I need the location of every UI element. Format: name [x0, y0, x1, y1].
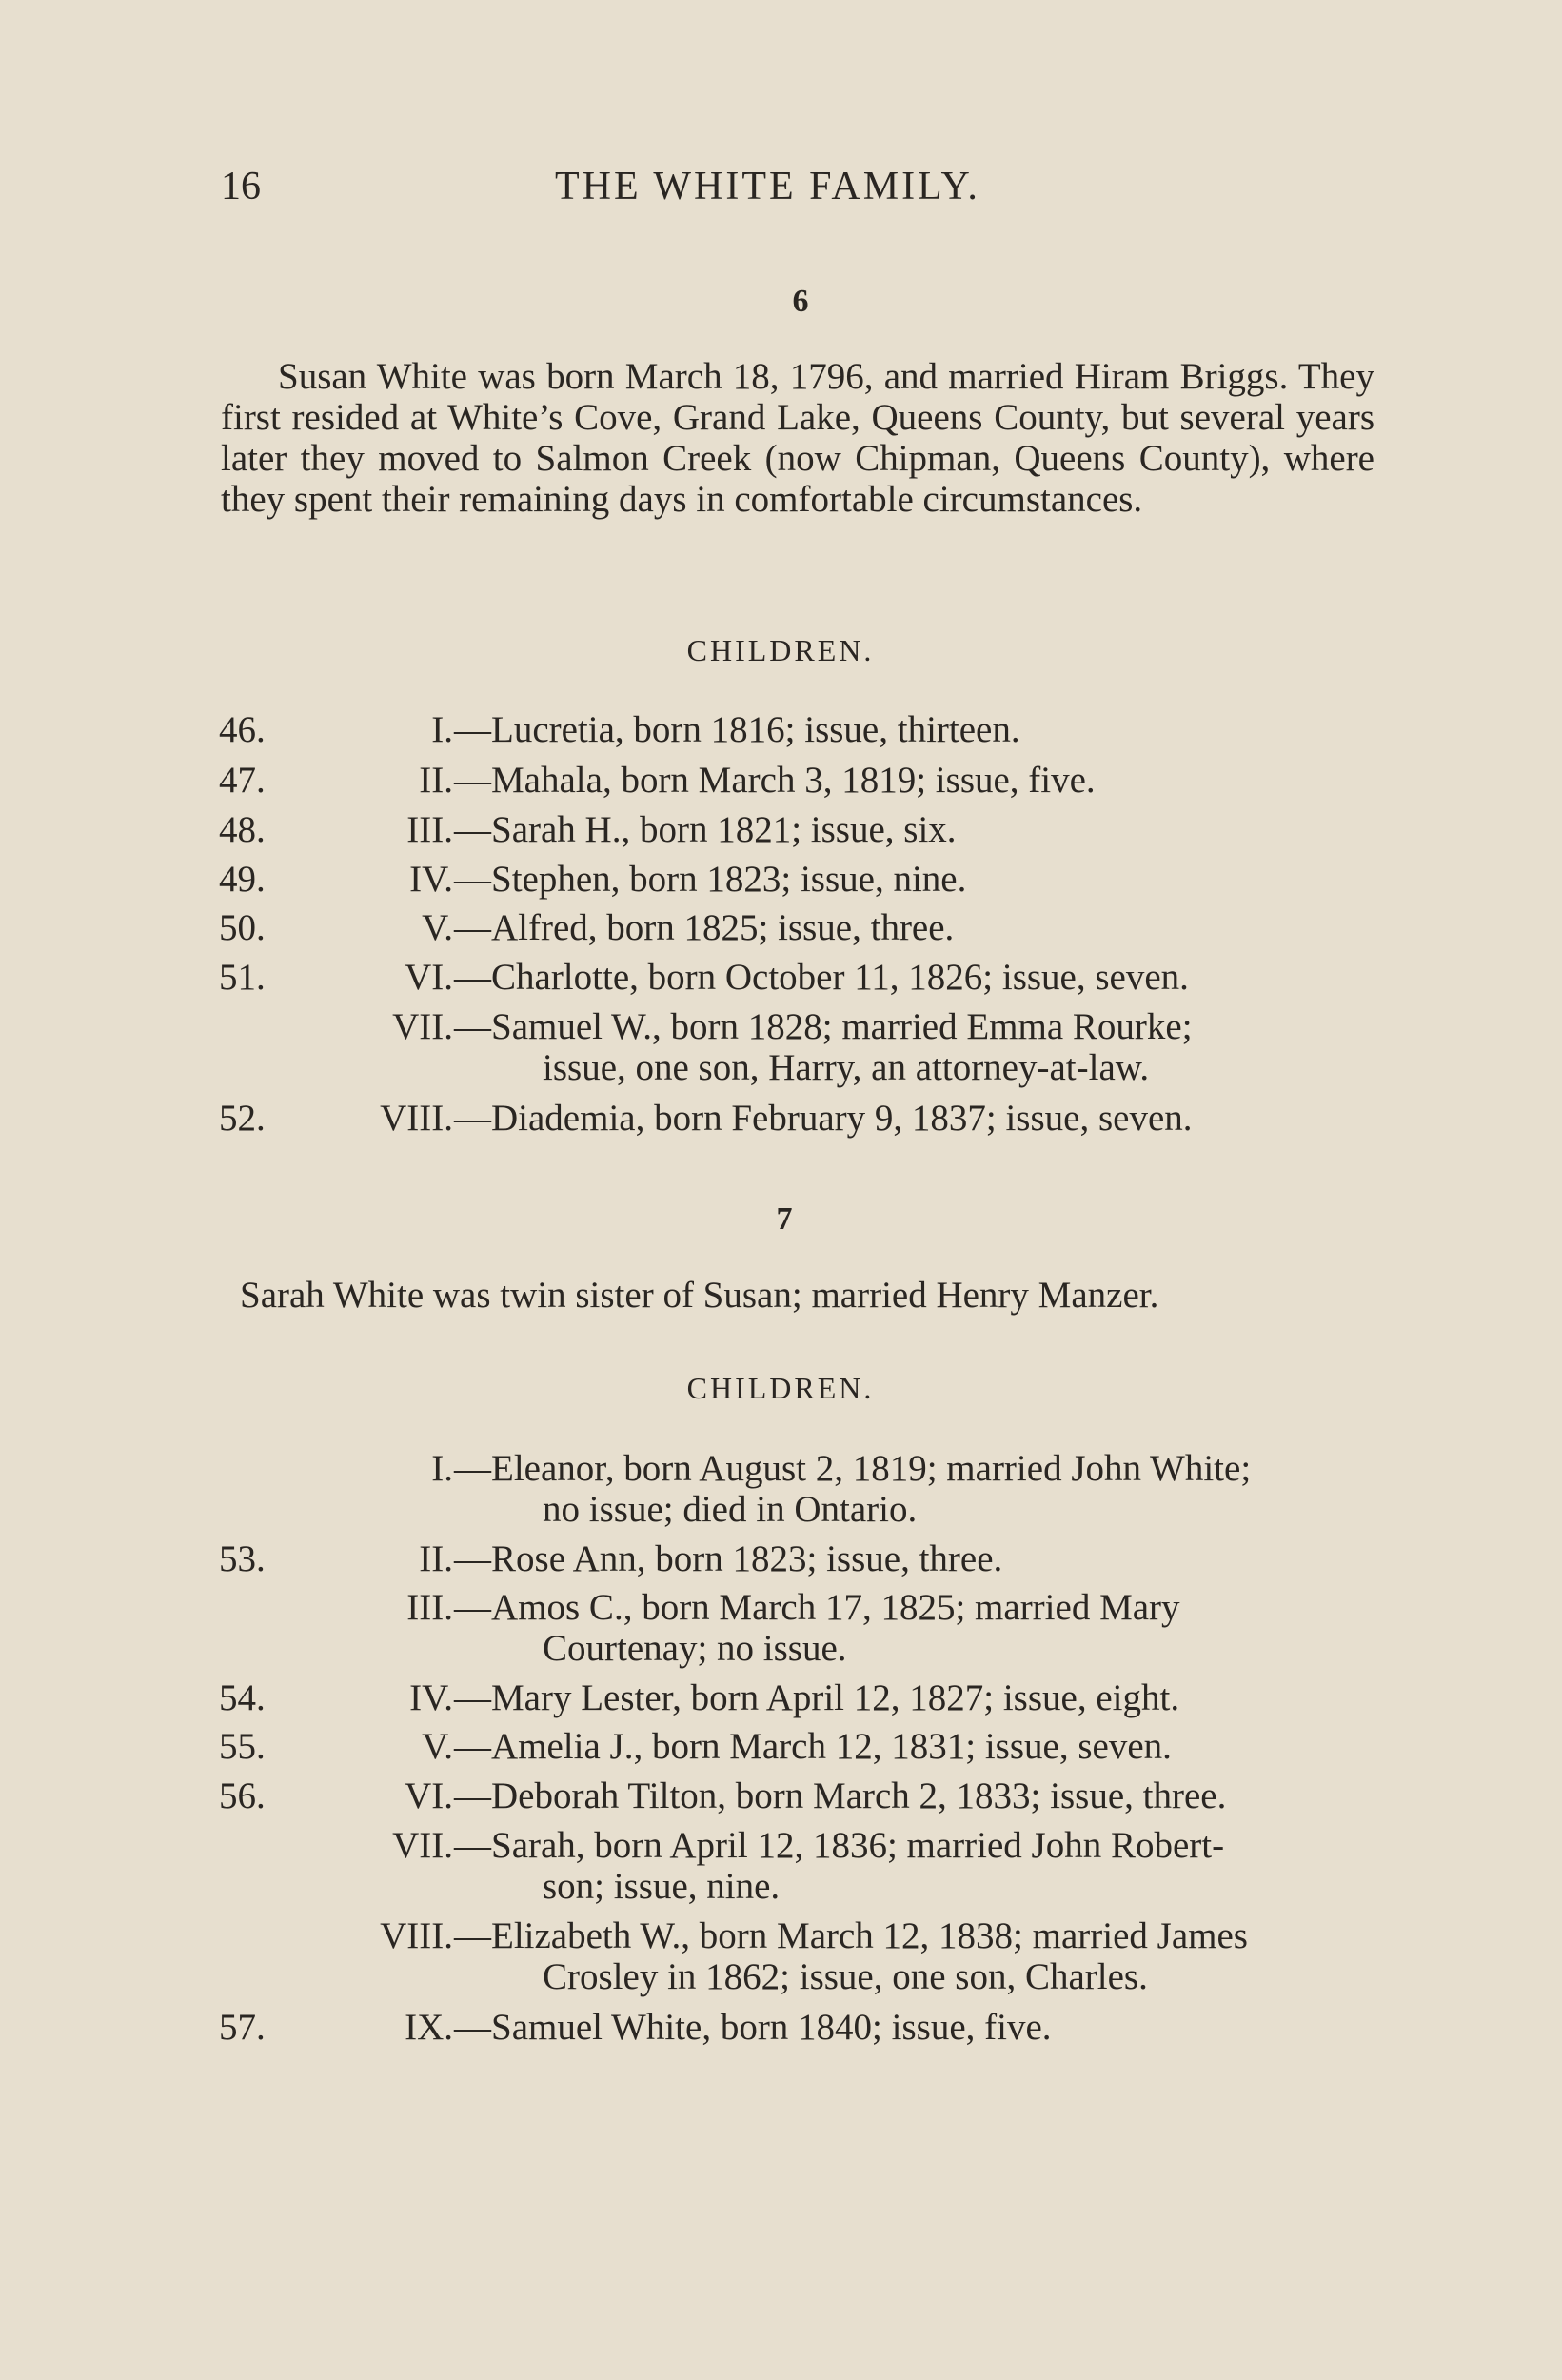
entry-roman-numeral: I. [431, 709, 453, 750]
entry-continuation: Crosley in 1862; issue, one son, Charles. [543, 1956, 1148, 1997]
entry-text: —Eleanor, born August 2, 1819; married John White; [454, 1448, 1252, 1489]
entry-text: —Mary Lester, born April 12, 1827; issue, eight. [454, 1677, 1180, 1718]
entry-roman-numeral: VIII. [380, 1098, 453, 1139]
entry-text: —Lucretia, born 1816; issue, thirteen. [454, 709, 1020, 750]
entry-index: 47. [219, 760, 266, 801]
entry-continuation: Courtenay; no issue. [543, 1628, 847, 1669]
entry-text: —Samuel W., born 1828; married Emma Rourke; [454, 1006, 1193, 1047]
entry-text: —Amos C., born March 17, 1825; married Mary [454, 1587, 1180, 1628]
entry-roman-numeral: I. [431, 1448, 453, 1489]
children-heading-7: CHILDREN. [686, 1371, 875, 1405]
entry-index: 51. [219, 957, 266, 998]
entry-roman-numeral: IV. [409, 859, 453, 900]
entry-text: —Deborah Tilton, born March 2, 1833; issue, three. [454, 1775, 1227, 1816]
entry-text: —Mahala, born March 3, 1819; issue, five. [454, 760, 1096, 801]
section-number-6: 6 [792, 284, 809, 319]
entry-text: —Diademia, born February 9, 1837; issue, seven. [454, 1098, 1193, 1139]
entry-roman-numeral: V. [422, 1726, 453, 1767]
entry-text: —Amelia J., born March 12, 1831; issue, seven. [454, 1726, 1172, 1767]
entry-roman-numeral: IX. [405, 2007, 453, 2048]
entry-index: 54. [219, 1677, 266, 1718]
page-number: 16 [221, 165, 261, 208]
entry-continuation: son; issue, nine. [543, 1866, 781, 1907]
entry-text: —Sarah, born April 12, 1836; married John Robert- [454, 1825, 1225, 1866]
entry-text: —Charlotte, born October 11, 1826; issue, seven. [454, 957, 1189, 998]
entry-text: —Alfred, born 1825; issue, three. [454, 907, 955, 948]
section-7-paragraph: Sarah White was twin sister of Susan; married Henry Manzer. [240, 1275, 1159, 1316]
entry-index: 55. [219, 1726, 266, 1767]
section-number-7: 7 [776, 1201, 793, 1237]
entry-index: 52. [219, 1098, 266, 1139]
entry-index: 49. [219, 859, 266, 900]
children-heading-6: CHILDREN. [686, 633, 875, 667]
entry-text: —Samuel White, born 1840; issue, five. [454, 2007, 1052, 2048]
section-6-paragraph: Susan White was born March 18, 1796, and married Hiram Briggs. They first resided at White’s Cove, Grand Lake, Queens County, but several years later they moved to Salmon Creek (now Chipman, Queens County), where they spent their remaining days in comfortable circumstances. [221, 356, 1374, 520]
entry-roman-numeral: II. [419, 760, 453, 801]
entry-text: —Rose Ann, born 1823; issue, three. [454, 1538, 1003, 1579]
entry-index: 50. [219, 907, 266, 948]
entry-index: 46. [219, 709, 266, 750]
entry-roman-numeral: IV. [409, 1677, 453, 1718]
entry-roman-numeral: VIII. [380, 1915, 453, 1956]
entry-roman-numeral: II. [419, 1538, 453, 1579]
entry-roman-numeral: III. [406, 1587, 453, 1628]
entry-continuation: no issue; died in Ontario. [543, 1489, 918, 1530]
entry-roman-numeral: III. [406, 809, 453, 850]
entry-index: 48. [219, 809, 266, 850]
entry-continuation: issue, one son, Harry, an attorney-at-law. [543, 1047, 1150, 1088]
entry-index: 53. [219, 1538, 266, 1579]
running-title: THE WHITE FAMILY. [555, 165, 980, 208]
entry-roman-numeral: V. [422, 907, 453, 948]
entry-text: —Elizabeth W., born March 12, 1838; married James [454, 1915, 1248, 1956]
entry-roman-numeral: VII. [392, 1006, 453, 1047]
entry-roman-numeral: VI. [405, 1775, 453, 1816]
entry-roman-numeral: VI. [405, 957, 453, 998]
entry-text: —Stephen, born 1823; issue, nine. [454, 859, 967, 900]
entry-text: —Sarah H., born 1821; issue, six. [454, 809, 957, 850]
entry-index: 56. [219, 1775, 266, 1816]
entry-roman-numeral: VII. [392, 1825, 453, 1866]
entry-index: 57. [219, 2007, 266, 2048]
